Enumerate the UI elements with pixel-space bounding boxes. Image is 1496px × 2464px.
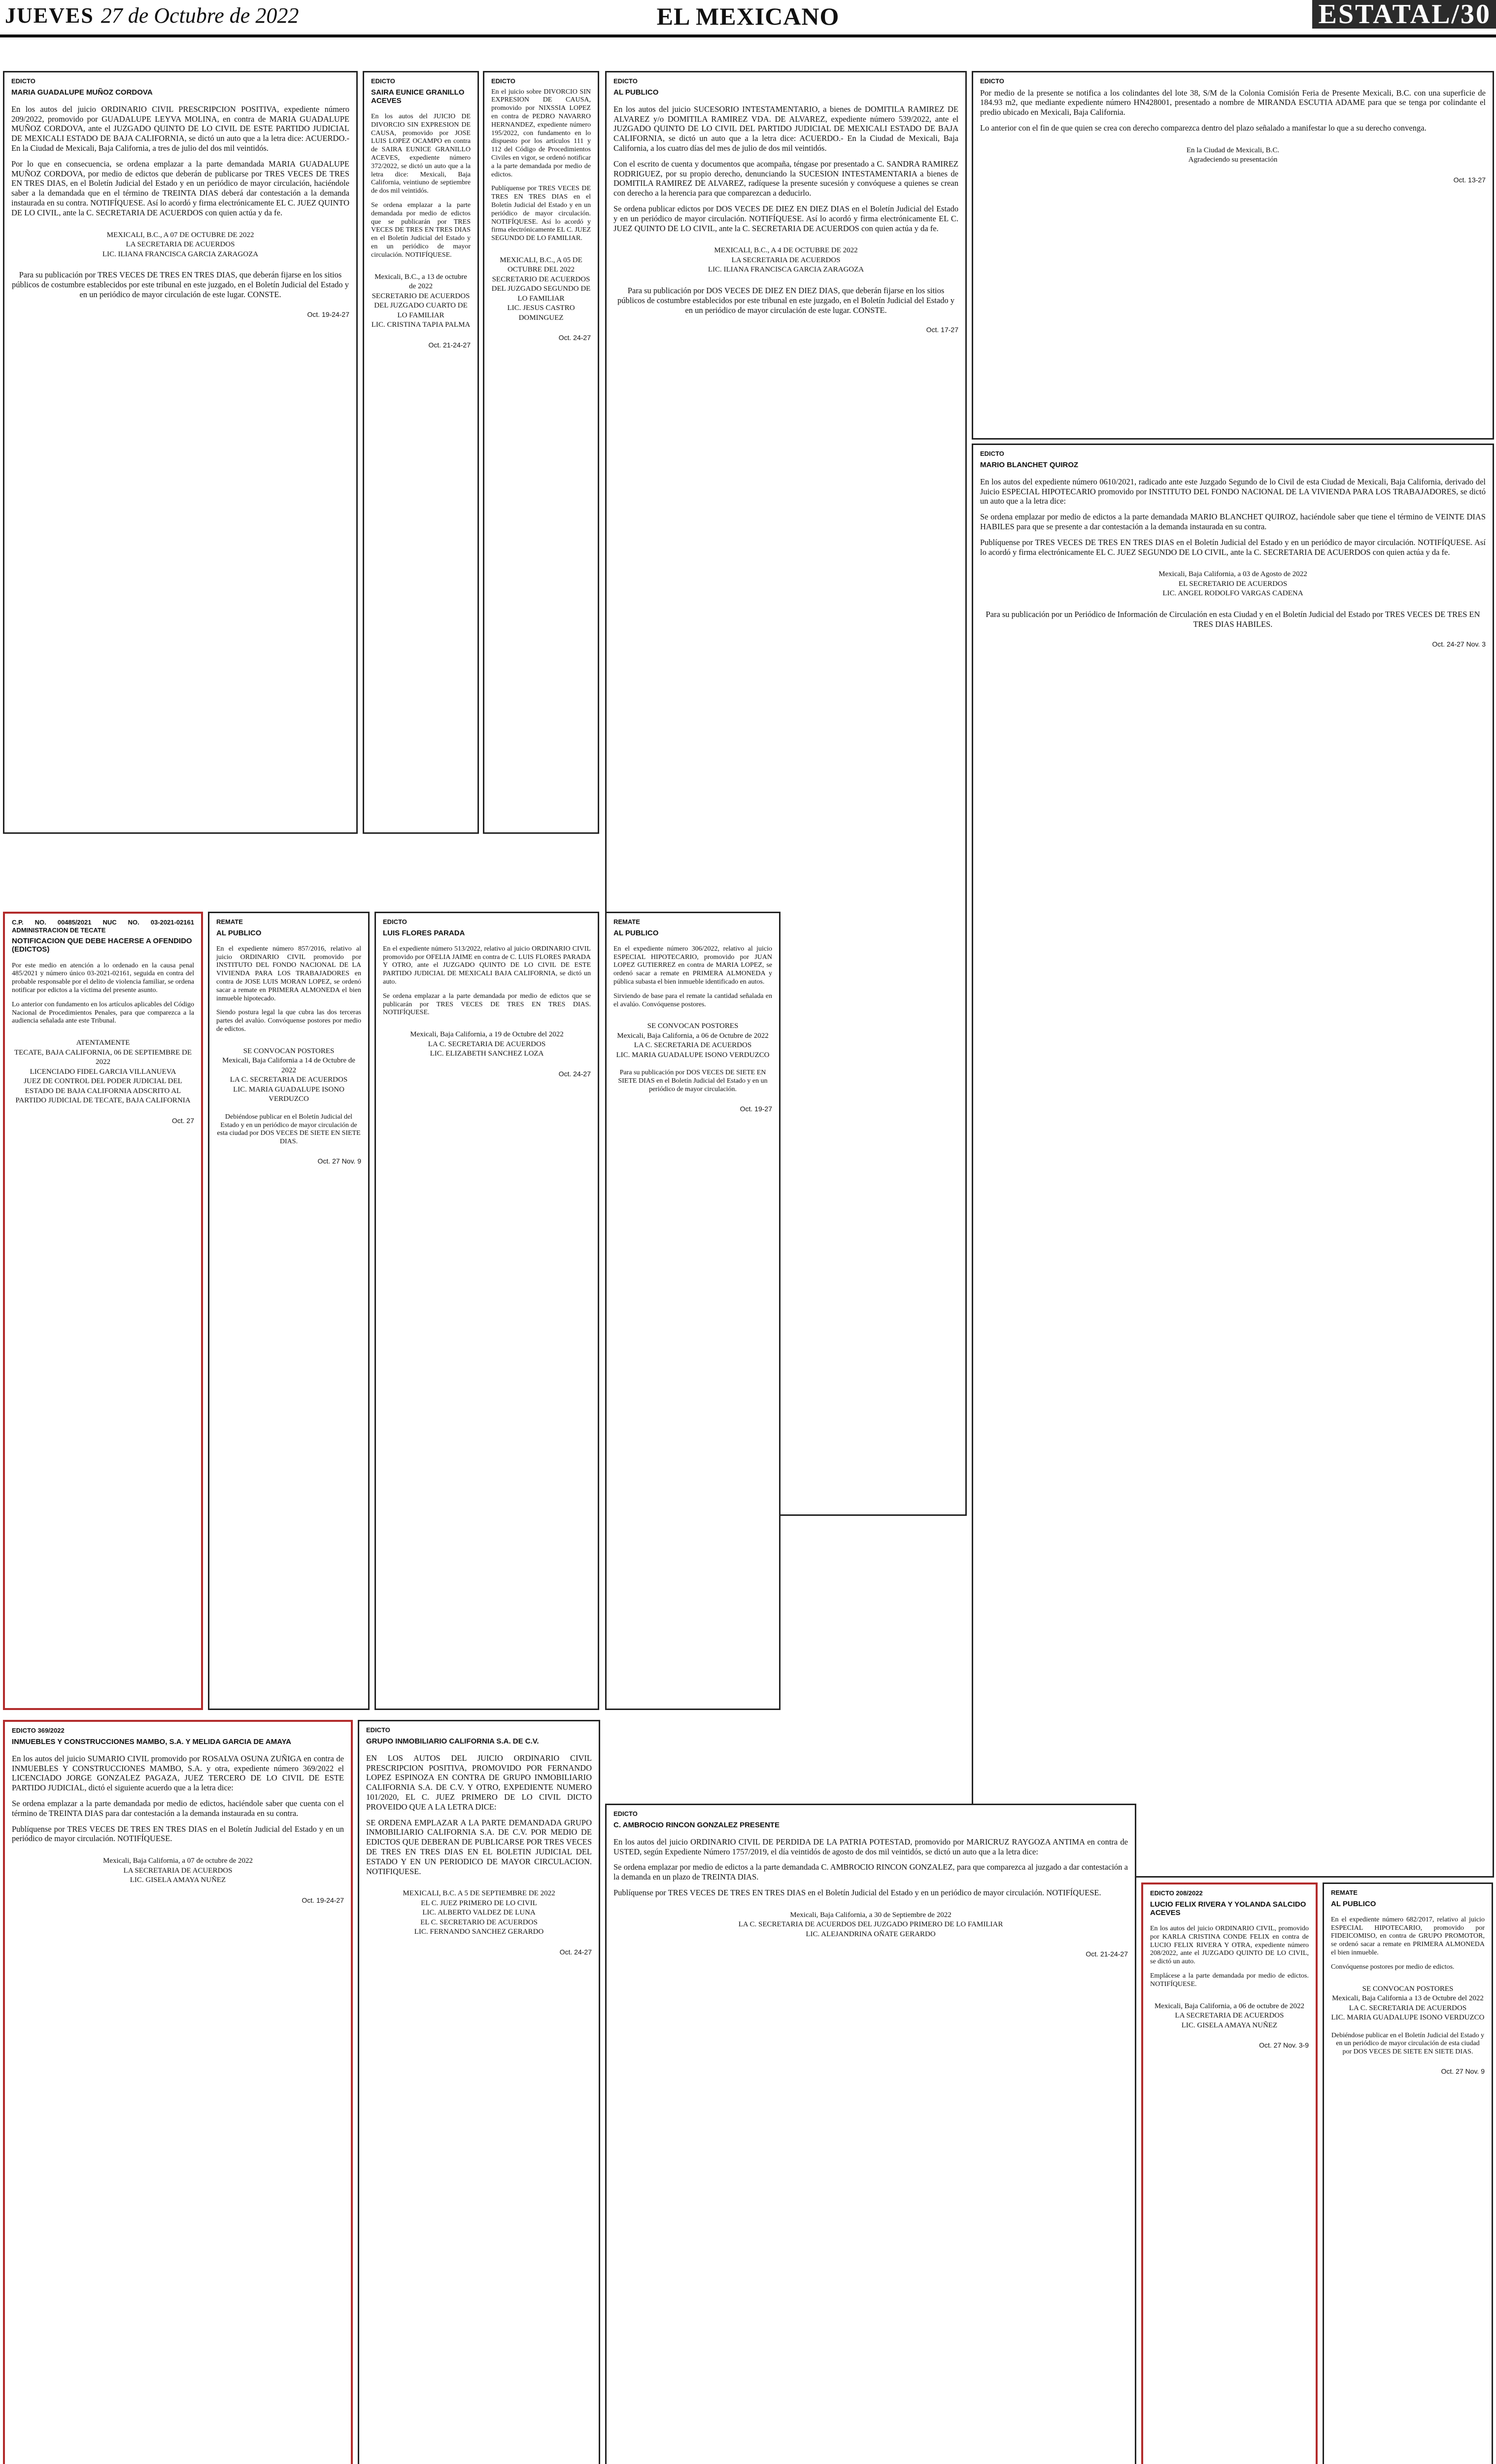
notice-edicto-felix-rivera (1141, 1882, 1318, 2464)
notice-closing (613, 1911, 1128, 1940)
closing-line: ATENTAMENTE (76, 1039, 130, 1047)
notice-publication-note: Para su publicación por TRES VECES DE TRES EN TRES DIAS, que deberán fijarse en los sitios públicos de costumbre establecidos por este tribunal en este juzgado, en el Boletín Judicial del Estado y en un periódico de mayor circulación de este lugar. CONSTE. (11, 270, 349, 299)
closing-line: SE CONVOCAN POSTORES (243, 1047, 335, 1055)
notice-closing (12, 1038, 194, 1106)
notice-label: REMATE (1331, 1889, 1358, 1896)
notice-label: EDICTO (491, 77, 515, 85)
closing-line: LICENCIADO FIDEL GARCIA VILLANUEVA (30, 1067, 176, 1076)
notice-edicto-granillo-aceves (363, 71, 479, 834)
closing-line: LA SECRETARIA DE ACUERDOS (126, 240, 235, 249)
masthead (0, 0, 1496, 34)
closing-line: En la Ciudad de Mexicali, B.C. (1186, 146, 1280, 154)
notice-footer: Oct. 19-24-27 (302, 1896, 344, 1904)
closing-line: Mexicali, Baja California, a 19 de Octubre del 2022 (410, 1030, 564, 1039)
notice-remate-moran-lopez (208, 912, 370, 1710)
notice-paragraph: En el expediente número 306/2022, relativo al juicio ESPECIAL HIPOTECARIO, promovido por JUAN LOPEZ GUTIERREZ en contra de MARIA LOPEZ, se ordenó sacar a remate en PRIMERA ALMONEDA y pública subasta el bien inmueble identificado en autos. (613, 945, 772, 986)
closing-line: LA C. SECRETARIA DE ACUERDOS DEL JUZGADO PRIMERO DE LO FAMILIAR (738, 1920, 1003, 1929)
notice-paragraph: En el juicio sobre DIVORCIO SIN EXPRESION DE CAUSA, promovido por NIXSSIA LOPEZ en contra de PEDRO NAVARRO HERNANDEZ, expediente número 195/2022, con fundamento en lo dispuesto por los artículos 111 y 112 del Código de Procedimientos Civiles en vigor, se ordenó notificar a la parte demandada por medio de edictos. (491, 88, 591, 178)
notice-paragraph: En el expediente número 513/2022, relativo al juicio ORDINARIO CIVIL promovido por OFELIA JAIME en contra de C. LUIS FLORES PARADA Y OTRO, ante el JUZGADO QUINTO DE LO CIVIL DE ESTE PARTIDO JUDICIAL DE MEXICALI BAJA CALIFORNIA, se dictó un auto. (383, 945, 591, 986)
notice-header: AL PUBLICO (613, 928, 659, 937)
notice-header: NOTIFICACION QUE DEBE HACERSE A OFENDIDO (EDICTOS) (12, 937, 192, 954)
closing-line: Mexicali, Baja California, a 06 de octubre de 2022 (1154, 2002, 1305, 2010)
closing-line: LIC. ELIZABETH SANCHEZ LOZA (430, 1050, 544, 1058)
closing-line: Mexicali, B.C., a 13 de octubre de 2022 (374, 273, 467, 291)
notice-closing (1150, 2002, 1309, 2031)
closing-line: LIC. MARIA GUADALUPE ISONO VERDUZCO (616, 1051, 770, 1059)
closing-line: LIC. ALBERTO VALDEZ DE LUNA (422, 1909, 536, 1917)
closing-line: LIC. ILIANA FRANCISCA GARCIA ZARAGOZA (708, 266, 864, 274)
closing-line: Agradeciendo su presentación (1188, 156, 1278, 164)
notice-publication-note: Para su publicación por un Periódico de Información de Circulación en esta Ciudad y en el Boletín Judicial del Estado por TRES VECES DE TRES EN TRES DIAS HABILES. (986, 609, 1480, 629)
notice-footer: Oct. 27 Nov. 9 (1441, 2067, 1485, 2076)
masthead-paper-name: EL MEXICANO (656, 2, 840, 30)
notice-closing (980, 570, 1486, 599)
closing-line: LA SECRETARIA DE ACUERDOS (1175, 2012, 1284, 2020)
notice-closing (216, 1047, 361, 1104)
closing-line: LIC. CRISTINA TAPIA PALMA (371, 321, 471, 329)
notice-paragraph: En los autos del juicio ORDINARIO CIVIL DE PERDIDA DE LA PATRIA POTESTAD, promovido por MARICRUZ RAYGOZA ANTIMA en contra de USTED, según Expediente Número 1757/2019, el día veintidós de agosto de dos mil veintidós, se dictó un auto que a la letra dice: (613, 1837, 1128, 1856)
masthead-section: ESTATAL/30 (1312, 0, 1496, 29)
closing-line: Mexicali, Baja California, a 07 de octubre de 2022 (102, 1857, 253, 1865)
notice-paragraph: Por lo que en consecuencia, se ordena emplazar a la parte demandada MARIA GUADALUPE MUÑOZ CORDOVA, por medio de edictos que deberán de publicarse por TRES VECES DE TRES EN TRES DIAS, en el Boletín Judicial del Estado y en un periódico de mayor circulación, haciéndole saber a la demandada que en el término de TREINTA DIAS deberá dar contestación a la demanda instaurada en su contra. NOTIFÍQUESE. Así lo acordó y firma electrónicamente EL C. JUEZ QUINTO DE LO CIVIL, ante la C. SECRETARIA DE ACUERDOS con quien actúa y da fe. (11, 159, 349, 217)
notice-paragraph: Se ordena emplazar por medio de edictos a la parte demandada MARIO BLANCHET QUIROZ, haciéndole saber que tiene el término de VEINTE DIAS HABILES para que se presente a dar contestación a la demanda instaurada en su contra. (980, 512, 1486, 532)
notice-edicto-rincon-gonzalez (605, 1804, 1136, 2464)
closing-line: LA C. SECRETARIA DE ACUERDOS (1349, 2004, 1467, 2012)
notice-paragraph: Con el escrito de cuenta y documentos que acompaña, téngase por presentado a C. SANDRA RAMIREZ RODRIGUEZ, por su propio derecho, denunciando la SUCESION INTESTAMENTARIA a bienes de DOMITILA RAMIREZ DE ALVAREZ, radíquese la presente sucesión y convóquese a quienes se crean con derecho a la herencia para que comparezcan a deducirlo. (613, 159, 958, 198)
closing-line: LIC. JESUS CASTRO DOMINGUEZ (507, 304, 575, 322)
notice-header: LUCIO FELIX RIVERA Y YOLANDA SALCIDO ACEVES (1150, 1900, 1306, 1917)
closing-line: SECRETARIO DE ACUERDOS DEL JUZGADO SEGUNDO DE LO FAMILIAR (491, 275, 591, 303)
notice-edicto-navarro-hernandez (483, 71, 599, 834)
notice-paragraph: Lo anterior con fundamento en los artículos aplicables del Código Nacional de Procedimientos Penales, para que comparezca a la audiencia señalada ante este Tribunal. (12, 1000, 194, 1025)
notice-footer: Oct. 27 Nov. 9 (317, 1157, 361, 1165)
closing-line: MEXICALI, B.C., A 4 DE OCTUBRE DE 2022 (714, 246, 858, 255)
notice-footer: Oct. 24-27 Nov. 3 (1432, 640, 1486, 648)
masthead-day: JUEVES (5, 3, 94, 28)
notice-paragraph: En los autos del expediente número 0610/2021, radicado ante este Juzgado Segundo de lo Civil de esta Ciudad de Mexicali, Baja California, derivado del Juicio ESPECIAL HIPOTECARIO promovido por INSTITUTO DEL FONDO NACIONAL DE LA VIVIENDA PARA LOS TRABAJADORES, se dictó un auto que a la letra dice: (980, 477, 1486, 506)
notice-paragraph: Publíquense por TRES VECES DE TRES EN TRES DIAS en el Boletín Judicial del Estado y en un periódico de mayor circulación. NOTIFÍQUESE. (12, 1824, 344, 1844)
notice-label: EDICTO (613, 1810, 638, 1817)
notice-paragraph: Se ordena emplazar por medio de edictos a la parte demandada C. AMBROCIO RINCON GONZALEZ, para que comparezca al juzgado a dar contestación a la demanda en un plazo de TREINTA DIAS. (613, 1862, 1128, 1882)
notice-label: EDICTO (371, 77, 395, 85)
notice-paragraph: En los autos del juicio SUCESORIO INTESTAMENTARIO, a bienes de DOMITILA RAMIREZ DE ALVAREZ y/o DOMITILA RAMIREZ VDA. DE ALVAREZ, expediente número 539/2022, ante el JUZGADO QUINTO DE LO CIVIL DEL PARTIDO JUDICIAL DE MEXICALI ESTADO DE BAJA CALIFORNIA, se dictó un auto que a la letra dice: ACUERDO.- En la Ciudad de Mexicali, Baja California, a los cuatro días del mes de julio de dos mil veintidós. (613, 104, 958, 153)
notice-closing (491, 256, 591, 323)
notice-closing (366, 1889, 592, 1937)
notice-footer: Oct. 24-27 (559, 1948, 592, 1956)
closing-line: LIC. MARIA GUADALUPE ISONO VERDUZCO (233, 1085, 344, 1103)
notice-footer: Oct. 17-27 (926, 326, 958, 334)
notice-paragraph: En los autos del juicio ORDINARIO CIVIL, promovido por KARLA CRISTINA CONDE FELIX en contra de LUCIO FELIX RIVERA Y OTRA, expediente número 208/2022, ante el JUZGADO QUINTO DE LO CIVIL, se dictó un auto. (1150, 1925, 1309, 1966)
notice-header: AL PUBLICO (216, 928, 262, 937)
notice-paragraph: En los autos del juicio SUMARIO CIVIL promovido por ROSALVA OSUNA ZUÑIGA en contra de INMUEBLES Y CONSTRUCCIONES MAMBO, S.A. y otra, expediente número 369/2022 el LICENCIADO JORGE GONZALEZ PAGAZA, JUEZ TERCERO DE LO CIVIL DE ESTE PARTIDO JUDICIAL, dictó el siguiente acuerdo que a la letra dice: (12, 1753, 344, 1793)
notice-footer: Oct. 24-27 (558, 1069, 591, 1078)
notice-label: EDICTO (366, 1726, 390, 1734)
notice-edicto-colindantes (972, 71, 1494, 440)
notice-footer: Oct. 27 (171, 1116, 194, 1125)
closing-line: JUEZ DE CONTROL DEL PODER JUDICIAL DEL ESTADO DE BAJA CALIFORNIA ADSCRITO AL PARTIDO JUDICIAL DE TECATE, BAJA CALIFORNIA (15, 1077, 191, 1105)
notice-header: MARIA GUADALUPE MUÑOZ CORDOVA (11, 88, 153, 97)
closing-line: EL C. JUEZ PRIMERO DE LO CIVIL (421, 1899, 537, 1907)
closing-line: LIC. FERNANDO SANCHEZ GERARDO (414, 1928, 544, 1936)
closing-line: LIC. ANGEL RODOLFO VARGAS CADENA (1162, 589, 1303, 598)
notice-label: EDICTO (980, 77, 1004, 85)
notice-paragraph: Sirviendo de base para el remate la cantidad señalada en el avalúo. Convóquense postores. (613, 992, 772, 1008)
notice-paragraph: Se ordena emplazar a la parte demandada por medio de edictos que se publicarán por TRES VECES DE TRES EN TRES DIAS. NOTIFÍQUESE. (383, 992, 591, 1017)
notice-label: EDICTO (383, 918, 407, 925)
notice-label: EDICTO 369/2022 (12, 1727, 65, 1734)
notice-header: AL PUBLICO (613, 88, 659, 97)
notice-paragraph: Lo anterior con el fin de que quien se crea con derecho comparezca dentro del plazo señalado a manifestar lo que a su derecho convenga. (980, 123, 1427, 133)
notice-footer: Oct. 19-27 (740, 1104, 772, 1113)
notice-paragraph: Se ordena emplazar a la parte demandada por medio de edictos que se publicarán por TRES VECES DE TRES EN TRES DIAS en el Boletín Judicial del Estado y en un periódico de mayor circulación. NOTIFÍQUESE. (371, 202, 471, 259)
notice-paragraph: Siendo postura legal la que cubra las dos terceras partes del avalúo. Convóquense postores por medio de edictos. (216, 1009, 361, 1033)
notice-paragraph: Convóquense postores por medio de edictos. (1331, 1963, 1455, 1971)
notice-footer: Oct. 27 Nov. 3-9 (1259, 2041, 1309, 2050)
notice-edicto-flores-parada (374, 912, 599, 1710)
notice-paragraph: En los autos del juicio ORDINARIO CIVIL PRESCRIPCION POSITIVA, expediente número 209/2022, promovido por GUADALUPE LEYVA MOLINA, en contra de MARIA GUADALUPE MUÑOZ CORDOVA, ante el JUZGADO QUINTO DE LO CIVIL DE ESTE PARTIDO JUDICIAL DE MEXICALI ESTADO DE BAJA CALIFORNIA, se dictó un auto que a la letra dice: ACUERDO.- En la Ciudad de Mexicali, Baja California, a tres de julio del dos mil veintidós. (11, 104, 349, 153)
notice-closing (383, 1030, 591, 1059)
notice-label: EDICTO 208/2022 (1150, 1889, 1203, 1897)
notice-footer: Oct. 13-27 (1453, 175, 1486, 184)
notice-label: C.P. NO. 00485/2021 NUC NO. 03-2021-02161 ADMINISTRACION DE TECATE (12, 919, 194, 934)
notice-paragraph: En el expediente número 682/2017, relativo al juicio ESPECIAL HIPOTECARIO, promovido por FIDEICOMISO, en contra de GRUPO PROMOTOR, se ordenó sacar a remate en PRIMERA ALMONEDA el bien inmueble. (1331, 1916, 1485, 1957)
notice-header: LUIS FLORES PARADA (383, 928, 465, 937)
notice-label: REMATE (613, 918, 640, 925)
notice-paragraph: Por este medio en atención a lo ordenado en la causa penal 485/2021 y número único 03-2021-02161, seguida en contra del probable responsable por el delito de violencia familiar, se ordena notificar por edictos a la víctima del presente asunto. (12, 961, 194, 994)
closing-line: Mexicali, Baja California, a 03 de Agosto de 2022 (1158, 570, 1307, 579)
closing-line: Mexicali, Baja California, a 06 de Octubre de 2022 (617, 1031, 769, 1040)
notice-paragraph: Por medio de la presente se notifica a los colindantes del lote 38, S/M de la Colonia Comisión Feria de Presente Mexicali, B.C. con una superficie de 184.93 m2, que mediante expediente número HN428001, presentado a nombre de MIRANDA ESCUTIA ADAME para que se tenga por colindante el predio ubicado en Mexicali, Baja California. (980, 88, 1486, 117)
closing-line: EL SECRETARIO DE ACUERDOS (1178, 580, 1288, 588)
notice-closing (980, 146, 1486, 165)
notice-notificacion-tecate (3, 912, 203, 1710)
notice-edicto-mambo (3, 1720, 353, 2464)
closing-line: Mexicali, Baja California, a 30 de Septiembre de 2022 (790, 1911, 952, 1919)
notice-edicto-blanchet-quiroz (972, 444, 1494, 1878)
notice-remate-grupo-promotor (1323, 1882, 1493, 2464)
notice-edicto-munoz-cordova (3, 71, 358, 834)
closing-line: LIC. ILIANA FRANCISCA GARCIA ZARAGOZA (102, 250, 259, 258)
closing-line: LIC. GISELA AMAYA NUÑEZ (130, 1876, 226, 1884)
notice-paragraph: Publíquense por TRES VECES DE TRES EN TRES DIAS en el Boletín Judicial del Estado y en un periódico de mayor circulación. NOTIFÍQUESE. Así lo acordó y firma electrónicamente EL C. JUEZ SEGUNDO DE LO CIVIL, ante la C. SECRETARIA DE ACUERDOS con quien actúa y da fe. (980, 537, 1486, 557)
notice-closing (613, 1022, 772, 1060)
notice-header: AL PUBLICO (1331, 1899, 1376, 1908)
notice-header: C. AMBROCIO RINCON GONZALEZ PRESENTE (613, 1820, 780, 1829)
notice-edicto-grupo-inmobiliario (358, 1720, 600, 2464)
closing-line: LA C. SECRETARIA DE ACUERDOS (634, 1041, 752, 1050)
notice-footer: Oct. 21-24-27 (428, 341, 471, 349)
notice-paragraph: Se ordena publicar edictos por DOS VECES DE DIEZ EN DIEZ DIAS en el Boletín Judicial del Estado y en un periódico de mayor circulación. NOTIFÍQUESE. Así lo acordó y firma electrónicamente EL C. JUEZ QUINTO DE LO CIVIL, ante la C. SECRETARIA DE ACUERDOS con quien actúa y da fe. (613, 204, 958, 233)
notice-footer: Oct. 21-24-27 (1086, 1950, 1128, 1958)
notice-footer: Oct. 24-27 (558, 334, 591, 342)
notice-header: GRUPO INMOBILIARIO CALIFORNIA S.A. DE C.V. (366, 1737, 539, 1745)
notice-publication-note: Debiéndose publicar en el Boletín Judicial del Estado y en un periódico de mayor circulación de esta ciudad por DOS VECES DE SIETE EN SIETE DIAS. (1331, 2031, 1485, 2056)
closing-line: MEXICALI, B.C., A 05 DE OCTUBRE DEL 2022 (500, 256, 582, 274)
notice-remate-lopez-gutierrez (605, 912, 781, 1710)
notice-header: INMUEBLES Y CONSTRUCCIONES MAMBO, S.A. Y MELIDA GARCIA DE AMAYA (12, 1737, 292, 1746)
notice-closing (11, 231, 349, 260)
closing-line: MEXICALI, B.C., A 07 DE OCTUBRE DE 2022 (106, 231, 254, 239)
closing-line: LA C. SECRETARIA DE ACUERDOS (230, 1076, 348, 1084)
closing-line: LA C. SECRETARIA DE ACUERDOS (428, 1040, 546, 1048)
closing-line: LA SECRETARIA DE ACUERDOS (731, 256, 841, 264)
notice-header: MARIO BLANCHET QUIROZ (980, 460, 1079, 469)
notice-publication-note: Para su publicación por DOS VECES DE DIEZ EN DIEZ DIAS, que deberán fijarse en los sitios públicos de costumbre establecidos por este tribunal en este juzgado, en el Boletín Judicial del Estado y en un periódico de mayor circulación de este lugar. CONSTE. (617, 285, 955, 315)
notice-paragraph: Emplácese a la parte demandada por medio de edictos. NOTIFÍQUESE. (1150, 1972, 1309, 1988)
closing-line: Mexicali, Baja California a 14 de Octubre de 2022 (222, 1057, 355, 1074)
closing-line: LIC. ALEJANDRINA OÑATE GERARDO (806, 1930, 936, 1938)
closing-line: LIC. MARIA GUADALUPE ISONO VERDUZCO (1331, 2014, 1485, 2022)
closing-line: TECATE, BAJA CALIFORNIA, 06 DE SEPTIEMBRE DE 2022 (14, 1048, 192, 1066)
notice-closing (1331, 1985, 1485, 2023)
notice-paragraph: Se ordena emplazar a la parte demandada por medio de edictos, haciéndole saber que cuenta con el término de TREINTA DIAS para dar contestación a la demanda instaurada en su contra. (12, 1799, 344, 1818)
notice-paragraph: Publíquense por TRES VECES DE TRES EN TRES DIAS en el Boletín Judicial del Estado y en un periódico de mayor circulación. NOTIFÍQUESE. (613, 1888, 1101, 1898)
notice-paragraph: SE ORDENA EMPLAZAR A LA PARTE DEMANDADA GRUPO INMOBILIARIO CALIFORNIA S.A. DE C.V. POR MEDIO DE EDICTOS QUE DEBERAN DE PUBLICARSE POR TRES VECES DE TRES EN TRES DIAS EN EL BOLETIN JUDICIAL DEL ESTADO Y EN UN PERIODICO DE MAYOR CIRCULACION. NOTIFIQUESE. (366, 1817, 592, 1876)
notice-paragraph: Publíquense por TRES VECES DE TRES EN TRES DIAS en el Boletín Judicial del Estado y en un periódico de mayor circulación. NOTIFÍQUESE. Así lo acordó y firma electrónicamente EL C. JUEZ SEGUNDO DE LO FAMILIAR. (491, 185, 591, 242)
notice-closing (613, 246, 958, 275)
notice-label: EDICTO (613, 77, 638, 85)
notice-publication-note: Debiéndose publicar en el Boletín Judicial del Estado y en un periódico de mayor circulación de esta ciudad por DOS VECES DE SIETE EN SIETE DIAS. (217, 1113, 361, 1146)
notice-footer: Oct. 19-24-27 (307, 310, 349, 318)
masthead-rule (0, 34, 1496, 37)
closing-line: LA SECRETARIA DE ACUERDOS (123, 1866, 233, 1875)
closing-line: SECRETARIO DE ACUERDOS DEL JUZGADO CUARTO DE LO FAMILIAR (372, 292, 470, 319)
notice-paragraph: En los autos del JUICIO DE DIVORCIO SIN EXPRESION DE CAUSA, promovido por JOSE LUIS LOPEZ OCAMPO en contra de SAIRA EUNICE GRANILLO ACEVES, expediente número 372/2022, se dictó un auto que a la letra dice: Mexicali, Baja California, veintiuno de septiembre de dos mil veintidós. (371, 113, 471, 195)
notice-publication-note: Para su publicación por DOS VECES DE SIETE EN SIETE DIAS en el Boletín Judicial del Estado y en un periódico de mayor circulación. (618, 1069, 768, 1094)
notice-label: REMATE (216, 918, 243, 925)
closing-line: Mexicali, Baja California a 13 de Octubre del 2022 (1332, 1994, 1484, 2003)
notice-header: SAIRA EUNICE GRANILLO ACEVES (371, 88, 465, 105)
notice-label: EDICTO (980, 450, 1004, 457)
closing-line: LIC. GISELA AMAYA NUÑEZ (1181, 2021, 1278, 2029)
closing-line: MEXICALI, B.C. A 5 DE SEPTIEMBRE DE 2022 (403, 1889, 555, 1898)
closing-line: SE CONVOCAN POSTORES (647, 1022, 739, 1030)
notice-closing (12, 1856, 344, 1885)
notice-paragraph: En el expediente número 857/2016, relativo al juicio ORDINARIO CIVIL promovido por INSTITUTO DEL FONDO NACIONAL DE LA VIVIENDA PARA LOS TRABAJADORES en contra de JOSE LUIS MORAN LOPEZ, se ordenó sacar a remate en PRIMERA ALMONEDA el bien inmueble hipotecado. (216, 945, 361, 1002)
masthead-date-text: 27 de Octubre de 2022 (101, 3, 299, 28)
closing-line: SE CONVOCAN POSTORES (1362, 1985, 1454, 1993)
notice-label: EDICTO (11, 77, 35, 85)
notice-closing (371, 273, 471, 330)
notice-paragraph: EN LOS AUTOS DEL JUICIO ORDINARIO CIVIL PRESCRIPCION POSITIVA, PROMOVIDO POR FERNANDO LOPEZ ESPINOZA EN CONTRA DE GRUPO INMOBILIARIO CALIFORNIA S.A. DE C.V. Y OTRO, EXPEDIENTE NUMERO 101/2020, EL C. JUEZ PRIMERO DE LO CIVIL DICTO PROVEIDO QUE A LA LETRA DICE: (366, 1753, 592, 1812)
closing-line: EL C. SECRETARIO DE ACUERDOS (420, 1918, 538, 1926)
